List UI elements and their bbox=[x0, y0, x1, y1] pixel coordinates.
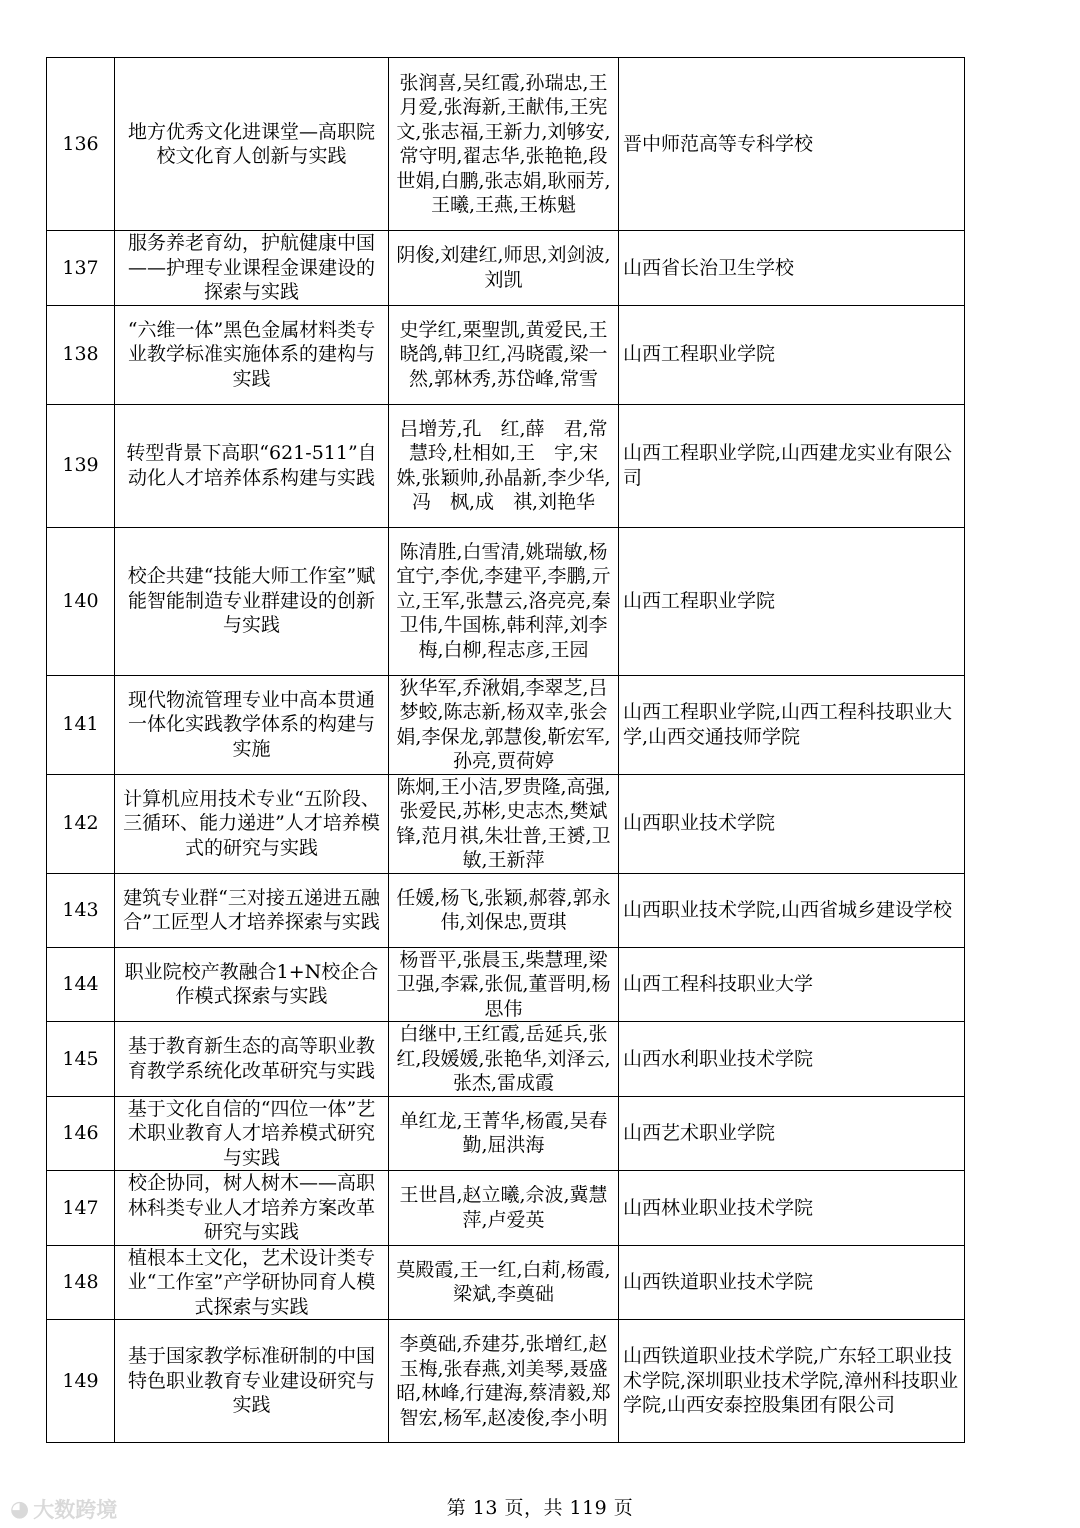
project-title: 现代物流管理专业中高本贯通一体化实践教学体系的构建与实施 bbox=[115, 675, 389, 774]
table-row bbox=[47, 527, 965, 675]
institution: 山西工程职业学院 bbox=[619, 305, 965, 404]
row-number: 146 bbox=[47, 1096, 115, 1171]
table-row bbox=[47, 1320, 965, 1443]
author-list: 狄华军,乔湫娟,李翠芝,吕梦蛟,陈志新,杨双幸,张会娟,李保龙,郭慧俊,靳宏军,孙亮,贾荷婷 bbox=[389, 675, 619, 774]
table-row bbox=[47, 58, 965, 231]
project-title: 基于教育新生态的高等职业教育教学系统化改革研究与实践 bbox=[115, 1022, 389, 1097]
institution: 山西职业技术学院 bbox=[619, 774, 965, 873]
row-number: 136 bbox=[47, 58, 115, 231]
project-title: 地方优秀文化进课堂—高职院校文化育人创新与实践 bbox=[115, 58, 389, 231]
table-row bbox=[47, 231, 965, 306]
project-title: 植根本土文化，艺术设计类专业“工作室”产学研协同育人模式探索与实践 bbox=[115, 1245, 389, 1320]
table-row bbox=[47, 404, 965, 527]
author-list: 李奠础,乔建芬,张增红,赵玉梅,张春燕,刘美琴,聂盛昭,林峰,行建海,蔡清毅,郑智宏,杨军,赵凌俊,李小明 bbox=[389, 1320, 619, 1443]
table-row bbox=[47, 1245, 965, 1320]
table-row bbox=[47, 1022, 965, 1097]
institution: 山西铁道职业技术学院,广东轻工职业技术学院,深圳职业技术学院,漳州科技职业学院,山西安泰控股集团有限公司 bbox=[619, 1320, 965, 1443]
project-title: 职业院校产教融合1+N校企合作模式探索与实践 bbox=[115, 947, 389, 1022]
watermark bbox=[10, 1494, 117, 1524]
institution: 晋中师范高等专科学校 bbox=[619, 58, 965, 231]
project-title: 校企协同，树人树木——高职林科类专业人才培养方案改革研究与实践 bbox=[115, 1171, 389, 1246]
institution: 山西省长治卫生学校 bbox=[619, 231, 965, 306]
table-row bbox=[47, 675, 965, 774]
institution: 山西职业技术学院,山西省城乡建设学校 bbox=[619, 873, 965, 947]
institution: 山西工程职业学院,山西建龙实业有限公司 bbox=[619, 404, 965, 527]
institution: 山西工程科技职业大学 bbox=[619, 947, 965, 1022]
row-number: 140 bbox=[47, 527, 115, 675]
row-number: 144 bbox=[47, 947, 115, 1022]
weibo-logo-icon: ◕ bbox=[10, 1496, 30, 1522]
institution: 山西工程职业学院 bbox=[619, 527, 965, 675]
row-number: 138 bbox=[47, 305, 115, 404]
author-list: 王世昌,赵立曦,佘波,冀慧萍,卢爱英 bbox=[389, 1171, 619, 1246]
table-row bbox=[47, 947, 965, 1022]
row-number: 148 bbox=[47, 1245, 115, 1320]
project-title: 建筑专业群“三对接五递进五融合”工匠型人才培养探索与实践 bbox=[115, 873, 389, 947]
project-title: 校企共建“技能大师工作室”赋能智能制造专业群建设的创新与实践 bbox=[115, 527, 389, 675]
author-list: 单红龙,王菁华,杨霞,吴春勤,屈洪海 bbox=[389, 1096, 619, 1171]
project-title: 服务养老育幼，护航健康中国——护理专业课程金课建设的探索与实践 bbox=[115, 231, 389, 306]
institution: 山西林业职业技术学院 bbox=[619, 1171, 965, 1246]
author-list: 白继中,王红霞,岳延兵,张红,段媛媛,张艳华,刘泽云,张杰,雷成霞 bbox=[389, 1022, 619, 1097]
row-number: 147 bbox=[47, 1171, 115, 1246]
row-number: 143 bbox=[47, 873, 115, 947]
table-row bbox=[47, 873, 965, 947]
author-list: 杨晋平,张晨玉,柴慧理,梁卫强,李霖,张侃,董晋明,杨思伟 bbox=[389, 947, 619, 1022]
awards-table bbox=[46, 57, 965, 1443]
row-number: 141 bbox=[47, 675, 115, 774]
row-number: 139 bbox=[47, 404, 115, 527]
row-number: 137 bbox=[47, 231, 115, 306]
table-row bbox=[47, 774, 965, 873]
row-number: 149 bbox=[47, 1320, 115, 1443]
author-list: 陈清胜,白雪清,姚瑞敏,杨宜宁,李优,李建平,李鹏,亓立,王军,张慧云,洛亮亮,秦卫伟,牛国栋,韩利萍,刘李梅,白柳,程志彦,王园 bbox=[389, 527, 619, 675]
author-list: 张润喜,吴红霞,孙瑞忠,王月爱,张海新,王献伟,王宪文,张志福,王新力,刘够安,常守明,翟志华,张艳艳,段世娟,白鹏,张志娟,耿丽芳,王曦,王燕,王栋魁 bbox=[389, 58, 619, 231]
table-row bbox=[47, 305, 965, 404]
author-list: 任媛,杨飞,张颖,郝蓉,郭永伟,刘保忠,贾琪 bbox=[389, 873, 619, 947]
watermark-text: 大数跨境 bbox=[33, 1498, 118, 1522]
project-title: 转型背景下高职“621-511”自动化人才培养体系构建与实践 bbox=[115, 404, 389, 527]
author-list: 史学红,栗聖凯,黄爱民,王晓鸽,韩卫红,冯晓霞,梁一然,郭林秀,苏岱峰,常雪 bbox=[389, 305, 619, 404]
author-list: 陈炯,王小洁,罗贵隆,高强,张爱民,苏彬,史志杰,樊斌锋,范月祺,朱壮普,王赟,卫敏,王新萍 bbox=[389, 774, 619, 873]
table-row bbox=[47, 1096, 965, 1171]
institution: 山西艺术职业学院 bbox=[619, 1096, 965, 1171]
institution: 山西水利职业技术学院 bbox=[619, 1022, 965, 1097]
table-row bbox=[47, 1171, 965, 1246]
project-title: 基于国家教学标准研制的中国特色职业教育专业建设研究与实践 bbox=[115, 1320, 389, 1443]
author-list: 莫殿霞,王一红,白莉,杨霞,梁斌,李奠础 bbox=[389, 1245, 619, 1320]
project-title: “六维一体”黑色金属材料类专业教学标准实施体系的建构与实践 bbox=[115, 305, 389, 404]
row-number: 142 bbox=[47, 774, 115, 873]
page-footer: 第 13 页，共 119 页 bbox=[446, 1497, 634, 1519]
author-list: 吕增芳,孔 红,薛 君,常慧玲,杜相如,王 宇,宋 姝,张颖帅,孙晶新,李少华,冯 枫,成 祺,刘艳华 bbox=[389, 404, 619, 527]
row-number: 145 bbox=[47, 1022, 115, 1097]
institution: 山西工程职业学院,山西工程科技职业大学,山西交通技师学院 bbox=[619, 675, 965, 774]
institution: 山西铁道职业技术学院 bbox=[619, 1245, 965, 1320]
project-title: 基于文化自信的“四位一体”艺术职业教育人才培养模式研究与实践 bbox=[115, 1096, 389, 1171]
project-title: 计算机应用技术专业“五阶段、三循环、能力递进”人才培养模式的研究与实践 bbox=[115, 774, 389, 873]
author-list: 阴俊,刘建红,师思,刘剑波,刘凯 bbox=[389, 231, 619, 306]
